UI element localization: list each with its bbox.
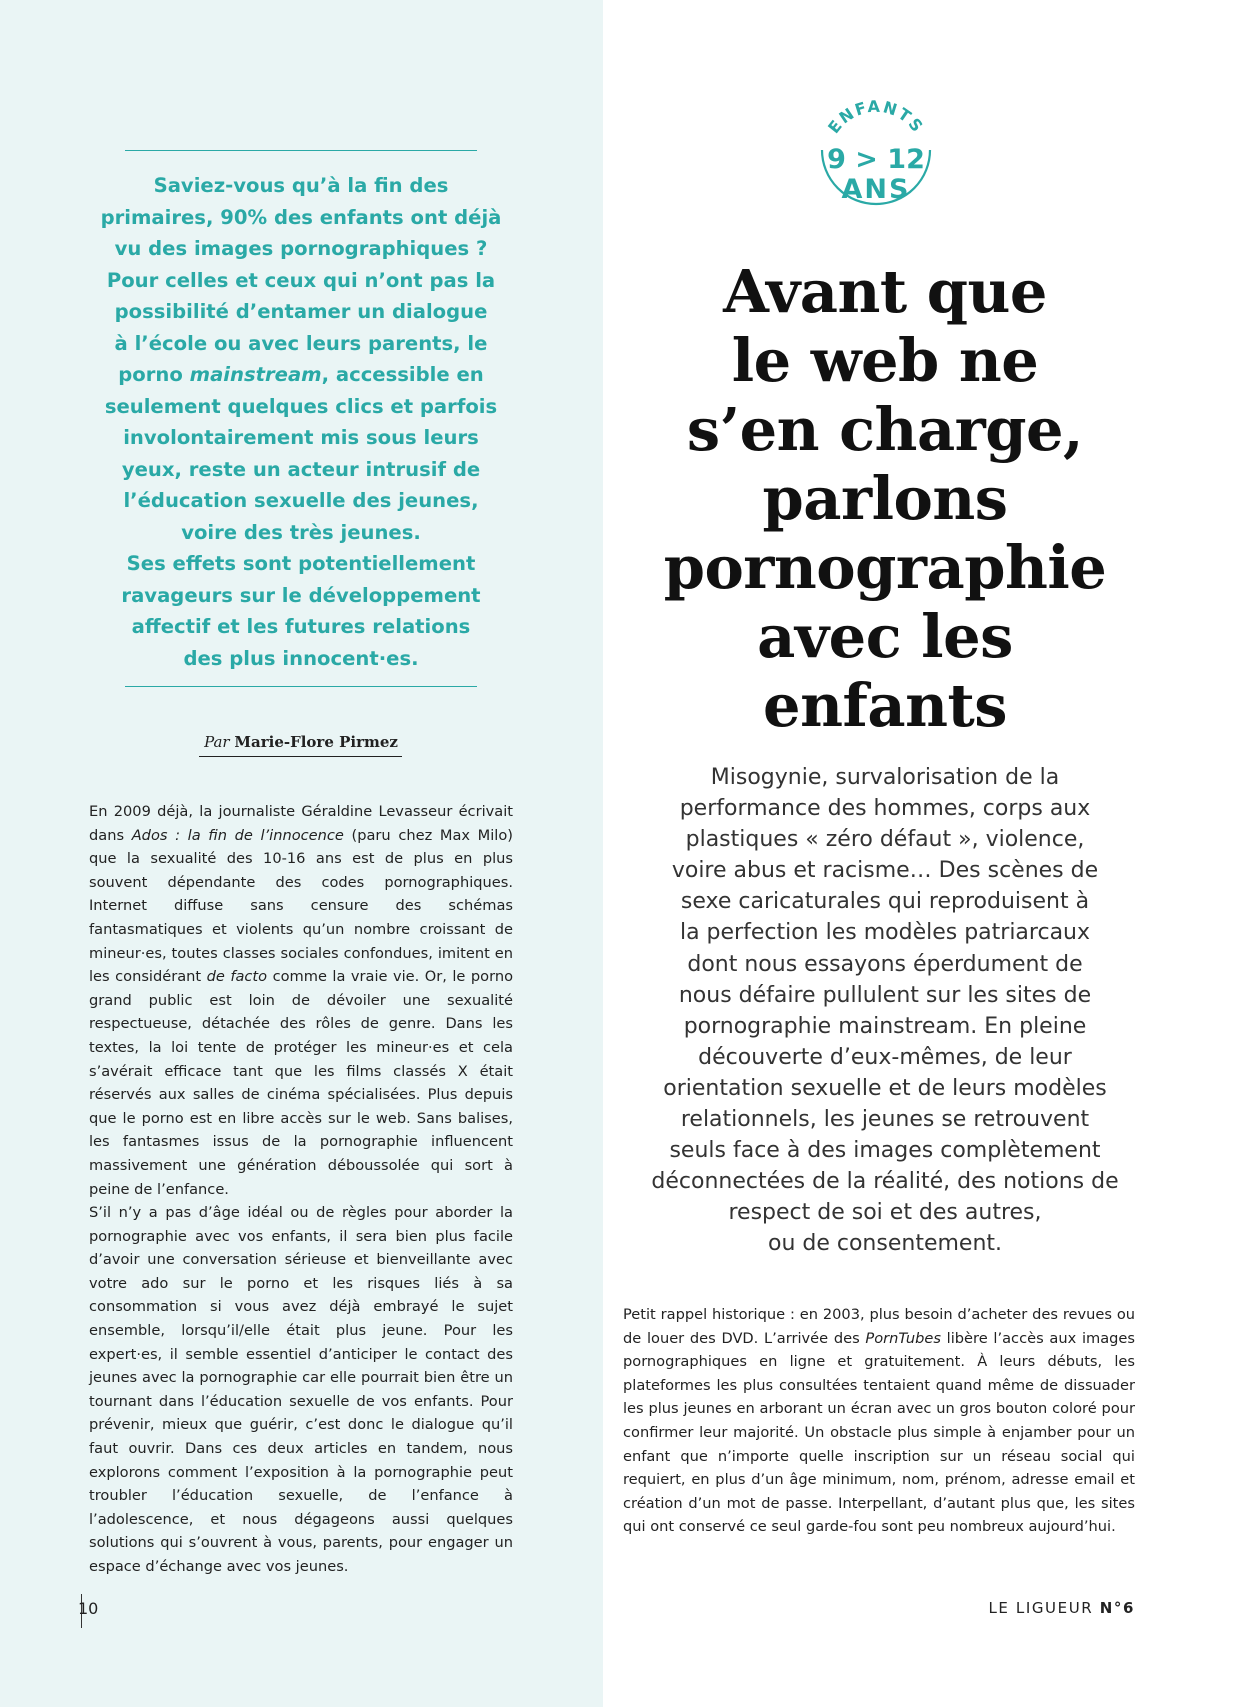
body-paragraph: S’il n’y a pas d’âge idéal ou de règles pour aborder la pornographie avec vos enfants, il sera bien plus facile d’avoir une conversation sérieuse et bienveillante avec votre ado sur le porno et les risques liés à sa consommation si vous avez déjà embrayé le sujet ensemble, lorsqu’il/elle était plus jeune. Pour les expert·es, il semble essentiel d’anticiper le contact des jeunes avec la pornographie car elle pourrait bien être un tournant dans l’éducation sexuelle de vos enfants. Pour prévenir, mieux que guérir, c’est donc le dialogue qu’il faut ouvrir. Dans ces deux articles en tandem, nous explorons comment l’exposition à la pornographie peut troubler l’éducation sexuelle, de l’enfance à l’adolescence, et nous dégageons aussi quelques solutions qui s’ouvrent à vous, parents, pour engager un espace d’échange avec vos jeunes. <box>89 1204 513 1575</box>
lead-line: la perfection les modèles patriarcaux <box>679 920 1091 946</box>
age-badge <box>808 90 944 226</box>
lead-line: seuls face à des images complètement <box>669 1138 1101 1164</box>
byline <box>82 733 520 751</box>
title-line: pornographie <box>663 533 1107 602</box>
title-line: le web ne <box>731 326 1039 395</box>
body-left-column <box>89 800 513 1579</box>
intro-line: vu des images pornographiques ? <box>114 237 488 260</box>
intro-line: seulement quelques clics et parfois <box>104 394 498 418</box>
article-title <box>625 257 1145 740</box>
badge-range: 9 > 12 <box>827 144 925 175</box>
page-number: 10 <box>78 1599 99 1618</box>
intro-line: des plus innocent·es. <box>183 646 419 670</box>
intro-line: voire des très jeunes. <box>181 520 421 544</box>
lead-line: ou de consentement. <box>767 1231 1003 1257</box>
body-paragraph <box>89 800 513 1201</box>
lead-line: performance des hommes, corps aux <box>679 796 1091 822</box>
title-line: s’en charge, <box>686 395 1084 464</box>
lead-line: voire abus et racisme… Des scènes de <box>671 858 1099 884</box>
lead-line: découverte d’eux-mêmes, de leur <box>698 1044 1072 1070</box>
intro-text: porno <box>118 363 190 386</box>
byline-underline <box>199 756 402 757</box>
intro-line: affectif et les futures relations <box>131 615 471 638</box>
byline-prefix: Par <box>204 733 230 751</box>
title-line: Avant que <box>723 257 1047 326</box>
lead-line: relationnels, les jeunes se retrouvent <box>680 1107 1090 1133</box>
intro-block <box>82 170 520 674</box>
intro-bottom-rule <box>125 686 477 687</box>
title-line: avec les <box>757 602 1013 671</box>
body-paragraph <box>623 1303 1135 1539</box>
body-text: libère l’accès aux images pornographiques en ligne et gratuitement. À leurs débuts, les plateformes les plus consultées tentaient quand même de dissuader les plus jeunes en arborant un écran avec un gros bouton coloré pour confirmer leur majorité. Un obstacle plus simple à enjamber pour un enfant que n’importe quelle inscription sur un réseau social qui requiert, en plus d’un âge minimum, nom, prénom, adresse email et création d’un mot de passe. Interpellant, d’autant plus que, les sites qui ont conservé ce seul garde-fou sont peu nombreux aujourd’hui. <box>623 1329 1135 1536</box>
magazine-name: LE LIGUEUR <box>988 1599 1094 1617</box>
intro-emphasis: mainstream <box>189 363 322 386</box>
intro-text: , accessible en <box>321 363 484 386</box>
lead-line: Misogynie, survalorisation de la <box>710 765 1060 790</box>
body-text: Petit rappel historique : en 2003, plus besoin d’acheter des revues ou de louer des DVD. L’arrivée des <box>623 1306 1135 1347</box>
intro-line: possibilité d’entamer un dialogue <box>114 300 488 323</box>
site-name: PornTubes <box>865 1329 941 1347</box>
intro-line: à l’école ou avec leurs parents, le <box>114 331 488 355</box>
intro-line: yeux, reste un acteur intrusif de <box>121 457 481 481</box>
intro-line: Ses effets sont potentiellement <box>126 552 476 575</box>
intro-line <box>82 359 520 391</box>
article-lead <box>622 762 1148 1260</box>
intro-line: Pour celles et ceux qui n’ont pas la <box>106 268 496 292</box>
intro-line: ravageurs sur le développement <box>121 583 481 607</box>
magazine-footer <box>970 1599 1135 1617</box>
lead-line: pornographie mainstream. En pleine <box>683 1013 1087 1039</box>
book-title: Ados : la fin de l’innocence <box>131 826 344 844</box>
intro-line: involontairement mis sous leurs <box>123 426 479 449</box>
body-text: (paru chez Max Milo) que la sexualité des 10-16 ans est de plus en plus souvent dépendante des codes pornographiques. Internet diffuse sans censure des schémas fantasmatiques et violents qu’un nombre croissant de mineur·es, toutes classes sociales confondues, imitent en les considérant <box>89 826 513 986</box>
issue-number: N°6 <box>1099 1599 1135 1617</box>
lead-line: respect de soi et des autres, <box>728 1200 1042 1226</box>
intro-line: primaires, 90% des enfants ont déjà <box>100 205 502 229</box>
lead-line: sexe caricaturales qui reproduisent à <box>680 889 1090 915</box>
badge-unit: ANS <box>841 174 911 205</box>
lead-line: dont nous essayons éperdument de <box>687 951 1083 977</box>
latin-emphasis: de facto <box>206 968 268 986</box>
lead-line: déconnectées de la réalité, des notions de <box>651 1169 1119 1195</box>
badge-arc-text <box>824 97 928 137</box>
lead-line: nous défaire pullulent sur les sites de <box>678 982 1092 1008</box>
lead-line: orientation sexuelle et de leurs modèles <box>663 1075 1107 1101</box>
body-text: En 2009 déjà, la journaliste Géraldine Levasseur écrivait dans <box>89 803 513 844</box>
intro-line: Saviez-vous qu’à la fin des <box>153 174 449 197</box>
intro-top-rule <box>125 150 477 151</box>
intro-line: l’éducation sexuelle des jeunes, <box>123 489 479 512</box>
byline-author: Marie-Flore Pirmez <box>234 733 398 751</box>
body-text: comme la vraie vie. Or, le porno grand public est loin de dévoiler une sexualité respectueuse, détachée des rôles de genre. Dans les textes, la loi tente de protéger les mineur·es et cela s’avérait efficace tant que les films classés X était réservés aux salles de cinéma spécialisées. Plus depuis que le porno est en libre accès sur le web. Sans balises, les fantasmes issus de la pornographie influencent massivement une génération déboussolée qui sort à peine de l’enfance. <box>89 968 513 1198</box>
lead-line: plastiques « zéro défaut », violence, <box>685 827 1085 853</box>
title-line: enfants <box>763 671 1007 740</box>
title-line: parlons <box>762 464 1008 533</box>
body-right-column <box>623 1303 1135 1539</box>
badge-arc-label: ENFANTS <box>824 96 928 137</box>
